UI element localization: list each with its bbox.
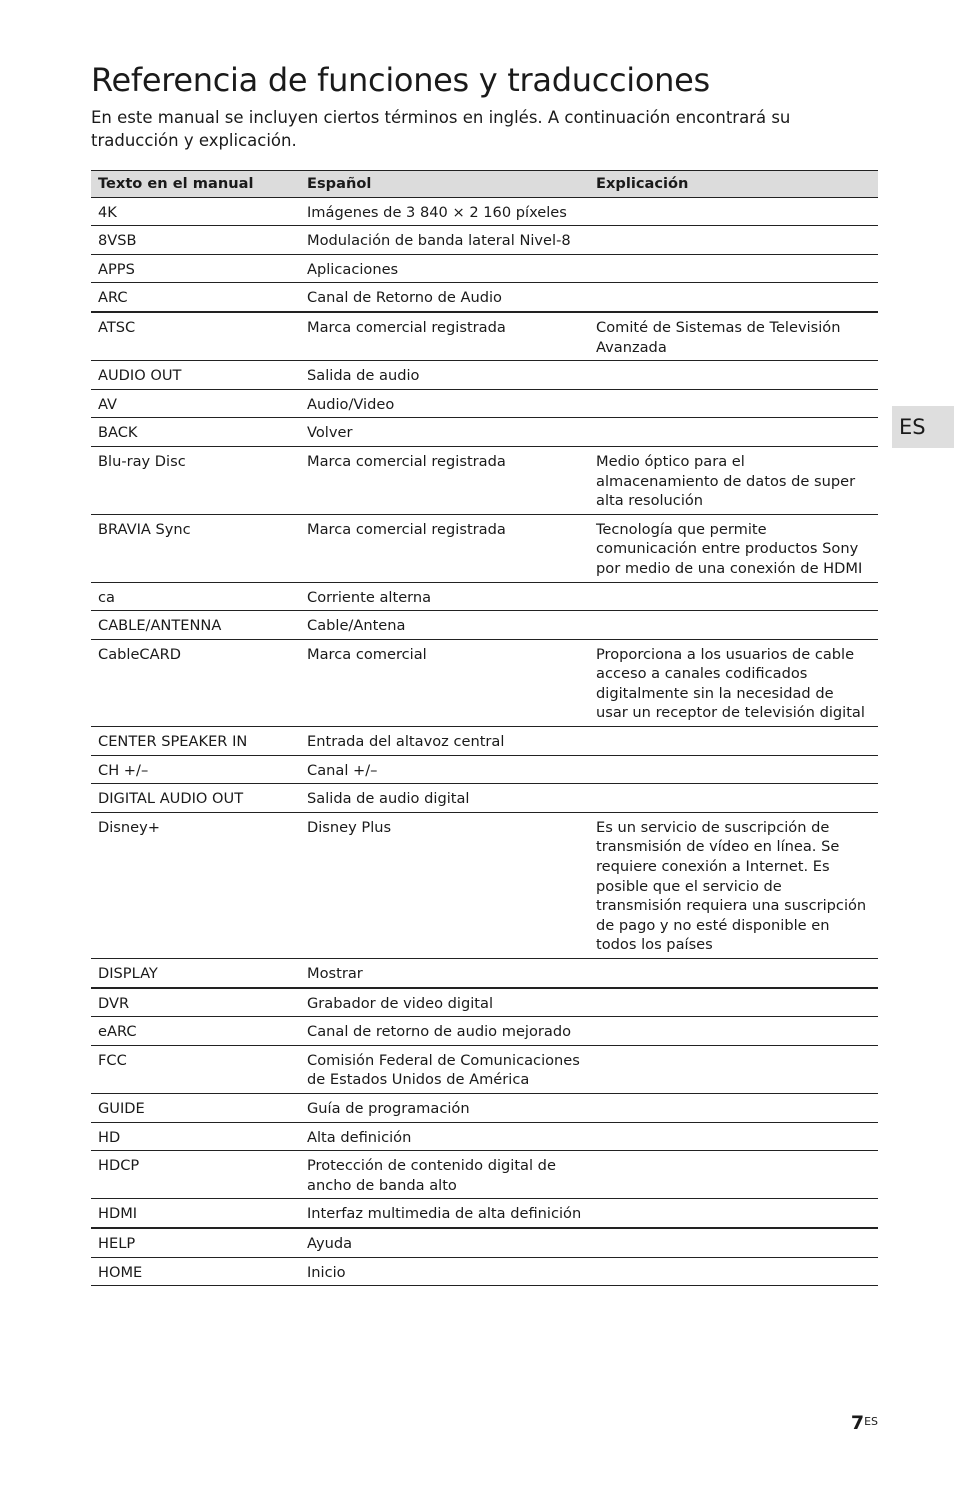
page-number-suffix: ES bbox=[864, 1415, 878, 1428]
table-row bbox=[91, 1151, 878, 1199]
cell-explanation: Medio óptico para el almacenamiento de datos de super alta resolución bbox=[589, 446, 878, 514]
cell-term: ATSC bbox=[91, 312, 300, 361]
table-header bbox=[91, 171, 878, 198]
cell-spanish: Volver bbox=[300, 418, 589, 447]
cell-explanation bbox=[589, 611, 878, 640]
table-row bbox=[91, 988, 878, 1017]
cell-term: HD bbox=[91, 1122, 300, 1151]
table-row bbox=[91, 812, 878, 958]
table-row bbox=[91, 611, 878, 640]
cell-explanation bbox=[589, 1199, 878, 1228]
cell-spanish: Canal de Retorno de Audio bbox=[300, 283, 589, 312]
cell-explanation: Comité de Sistemas de Televisión Avanzada bbox=[589, 312, 878, 361]
column-header-explanation: Explicación bbox=[589, 171, 878, 198]
cell-spanish: Modulación de banda lateral Nivel-8 bbox=[300, 226, 589, 255]
table-row bbox=[91, 755, 878, 784]
cell-term: Disney+ bbox=[91, 812, 300, 958]
cell-term: DVR bbox=[91, 988, 300, 1017]
cell-term: ARC bbox=[91, 283, 300, 312]
cell-explanation: Es un servicio de suscripción de transmisión de vídeo en línea. Se requiere conexión a Internet. Es posible que el servicio de transmisión requiera una suscripción de pago y no esté disponible en todos los países bbox=[589, 812, 878, 958]
cell-term: HOME bbox=[91, 1257, 300, 1286]
cell-explanation bbox=[589, 1122, 878, 1151]
cell-spanish: Disney Plus bbox=[300, 812, 589, 958]
cell-spanish: Protección de contenido digital de ancho de banda alto bbox=[300, 1151, 589, 1199]
cell-spanish: Alta definición bbox=[300, 1122, 589, 1151]
cell-term: FCC bbox=[91, 1045, 300, 1093]
table-header-row bbox=[91, 171, 878, 198]
table-row bbox=[91, 226, 878, 255]
cell-explanation bbox=[589, 389, 878, 418]
cell-spanish: Grabador de video digital bbox=[300, 988, 589, 1017]
cell-spanish: Aplicaciones bbox=[300, 254, 589, 283]
table-row bbox=[91, 1122, 878, 1151]
cell-term: HELP bbox=[91, 1228, 300, 1257]
cell-spanish: Inicio bbox=[300, 1257, 589, 1286]
cell-explanation bbox=[589, 254, 878, 283]
table-row bbox=[91, 254, 878, 283]
cell-spanish: Interfaz multimedia de alta definición bbox=[300, 1199, 589, 1228]
page-number bbox=[851, 1410, 878, 1436]
table-row bbox=[91, 197, 878, 226]
cell-explanation: Proporciona a los usuarios de cable acceso a canales codificados digitalmente sin la necesidad de usar un receptor de televisión digital bbox=[589, 639, 878, 726]
cell-term: CENTER SPEAKER IN bbox=[91, 727, 300, 756]
cell-term: DIGITAL AUDIO OUT bbox=[91, 784, 300, 813]
table-row bbox=[91, 1017, 878, 1046]
cell-spanish: Comisión Federal de Comunicaciones de Estados Unidos de América bbox=[300, 1045, 589, 1093]
cell-spanish: Cable/Antena bbox=[300, 611, 589, 640]
cell-explanation bbox=[589, 1017, 878, 1046]
cell-spanish: Marca comercial bbox=[300, 639, 589, 726]
table-row bbox=[91, 361, 878, 390]
table-row bbox=[91, 784, 878, 813]
table-row bbox=[91, 582, 878, 611]
cell-term: CableCARD bbox=[91, 639, 300, 726]
cell-term: CH +/– bbox=[91, 755, 300, 784]
table-row bbox=[91, 514, 878, 582]
cell-term: GUIDE bbox=[91, 1093, 300, 1122]
reference-table bbox=[91, 170, 878, 1286]
cell-spanish: Salida de audio digital bbox=[300, 784, 589, 813]
cell-explanation bbox=[589, 197, 878, 226]
cell-spanish: Marca comercial registrada bbox=[300, 514, 589, 582]
cell-term: HDCP bbox=[91, 1151, 300, 1199]
cell-explanation bbox=[589, 988, 878, 1017]
cell-term: BACK bbox=[91, 418, 300, 447]
cell-spanish: Guía de programación bbox=[300, 1093, 589, 1122]
cell-explanation bbox=[589, 418, 878, 447]
table-row bbox=[91, 1257, 878, 1286]
cell-spanish: Marca comercial registrada bbox=[300, 446, 589, 514]
table-row bbox=[91, 312, 878, 361]
intro-paragraph: En este manual se incluyen ciertos términos en inglés. A continuación encontrará su traducción y explicación. bbox=[91, 108, 791, 150]
cell-spanish: Marca comercial registrada bbox=[300, 312, 589, 361]
cell-explanation bbox=[589, 755, 878, 784]
column-header-spanish: Español bbox=[300, 171, 589, 198]
table-row bbox=[91, 283, 878, 312]
table-row bbox=[91, 1093, 878, 1122]
cell-term: ca bbox=[91, 582, 300, 611]
cell-term: AV bbox=[91, 389, 300, 418]
cell-explanation bbox=[589, 727, 878, 756]
cell-explanation bbox=[589, 1257, 878, 1286]
cell-explanation: Tecnología que permite comunicación entre productos Sony por medio de una conexión de HDMI bbox=[589, 514, 878, 582]
cell-spanish: Mostrar bbox=[300, 959, 589, 988]
column-header-text: Texto en el manual bbox=[91, 171, 300, 198]
table-row bbox=[91, 1228, 878, 1257]
cell-explanation bbox=[589, 1228, 878, 1257]
table-row bbox=[91, 959, 878, 988]
cell-term: HDMI bbox=[91, 1199, 300, 1228]
cell-explanation bbox=[589, 1045, 878, 1093]
cell-term: Blu-ray Disc bbox=[91, 446, 300, 514]
cell-spanish: Entrada del altavoz central bbox=[300, 727, 589, 756]
cell-term: AUDIO OUT bbox=[91, 361, 300, 390]
cell-spanish: Corriente alterna bbox=[300, 582, 589, 611]
cell-explanation bbox=[589, 582, 878, 611]
cell-term: 4K bbox=[91, 197, 300, 226]
cell-term: BRAVIA Sync bbox=[91, 514, 300, 582]
cell-explanation bbox=[589, 959, 878, 988]
cell-term: APPS bbox=[91, 254, 300, 283]
cell-spanish: Ayuda bbox=[300, 1228, 589, 1257]
cell-term: CABLE/ANTENNA bbox=[91, 611, 300, 640]
page-title: Referencia de funciones y traducciones bbox=[91, 61, 710, 99]
cell-spanish: Canal +/– bbox=[300, 755, 589, 784]
cell-term: DISPLAY bbox=[91, 959, 300, 988]
table-row bbox=[91, 727, 878, 756]
cell-explanation bbox=[589, 1093, 878, 1122]
cell-explanation bbox=[589, 283, 878, 312]
cell-spanish: Audio/Video bbox=[300, 389, 589, 418]
cell-term: 8VSB bbox=[91, 226, 300, 255]
table-row bbox=[91, 446, 878, 514]
table-row bbox=[91, 418, 878, 447]
cell-explanation bbox=[589, 226, 878, 255]
cell-explanation bbox=[589, 1151, 878, 1199]
table-row bbox=[91, 639, 878, 726]
cell-explanation bbox=[589, 361, 878, 390]
cell-spanish: Imágenes de 3 840 × 2 160 píxeles bbox=[300, 197, 589, 226]
language-tab: ES bbox=[892, 406, 954, 448]
table-row bbox=[91, 389, 878, 418]
table-body bbox=[91, 197, 878, 1286]
table-row bbox=[91, 1199, 878, 1228]
cell-explanation bbox=[589, 784, 878, 813]
cell-term: eARC bbox=[91, 1017, 300, 1046]
table-row bbox=[91, 1045, 878, 1093]
cell-spanish: Canal de retorno de audio mejorado bbox=[300, 1017, 589, 1046]
cell-spanish: Salida de audio bbox=[300, 361, 589, 390]
page-number-value: 7 bbox=[850, 1412, 865, 1434]
